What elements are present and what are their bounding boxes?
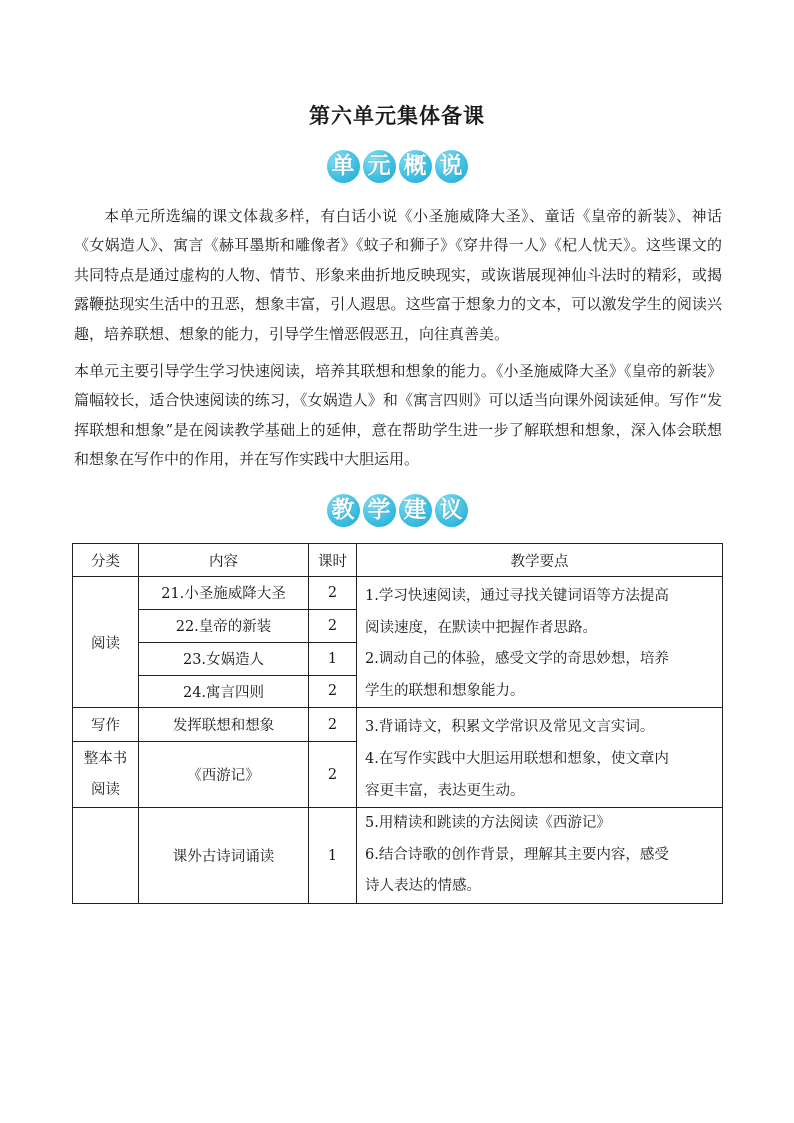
heading-char: 学: [363, 494, 396, 527]
content-cell: 24.寓言四则: [139, 675, 309, 708]
points-cell-writing: [357, 708, 723, 808]
heading-char: 议: [435, 494, 468, 527]
table-row: [73, 808, 723, 904]
teaching-point: 2.调动自己的体验，感受文学的奇思妙想，培养: [365, 651, 669, 668]
content-cell: 《西游记》: [139, 741, 309, 807]
hours-cell: 2: [309, 741, 357, 807]
heading-char: 教: [327, 494, 360, 527]
hours-cell: 2: [309, 708, 357, 742]
category-line: 阅读: [91, 781, 120, 798]
teaching-point: 3.背诵诗文，积累文学常识及常见文言实词。: [365, 719, 655, 736]
teaching-point: 1.学习快速阅读，通过寻找关键词语等方法提高: [365, 588, 669, 604]
teaching-point: 6.结合诗歌的创作背景，理解其主要内容，感受: [365, 846, 669, 863]
section-heading-unit-overview: [0, 150, 794, 183]
category-reading: 阅读: [73, 577, 139, 708]
category-whole-book: [73, 741, 139, 807]
content-cell: 22.皇帝的新装: [139, 609, 309, 642]
teaching-point: 诗人表达的情感。: [365, 878, 481, 895]
hours-cell: 1: [309, 808, 357, 904]
section-heading-teaching-suggestions: [0, 494, 794, 527]
heading-char: 单: [327, 150, 360, 183]
teaching-point: 学生的联想和想象能力。: [365, 682, 525, 699]
table-row: [73, 708, 723, 742]
heading-char: 建: [399, 494, 432, 527]
heading-char: 概: [399, 150, 432, 183]
header-hours: 课时: [309, 544, 357, 577]
header-category: 分类: [73, 544, 139, 577]
teaching-plan-table: [72, 543, 723, 904]
heading-char: 说: [435, 150, 468, 183]
header-content: 内容: [139, 544, 309, 577]
hours-cell: 2: [309, 675, 357, 708]
hours-cell: 2: [309, 609, 357, 642]
teaching-point: 容更丰富，表达更生动。: [365, 782, 525, 799]
table-row: [73, 577, 723, 610]
category-line: 整本书: [83, 750, 128, 767]
content-cell: 21.小圣施威降大圣: [139, 577, 309, 610]
overview-paragraph-2: 本单元主要引导学生学习快速阅读，培养其联想和想象的能力。《小圣施威降大圣》《皇帝的新装》篇幅较长，适合快速阅读的练习，《女娲造人》和《寓言四则》可以适当向课外阅读延伸。写作“发挥联想和想象”是在阅读教学基础上的延伸，意在帮助学生进一步了解联想和想象，深入体会联想和想象在写作中的作用，并在写作实践中大胆运用。: [74, 362, 722, 469]
header-points: 教学要点: [357, 544, 723, 577]
hours-cell: 2: [309, 577, 357, 610]
points-cell-reading: [357, 577, 723, 708]
teaching-point: 5.用精读和跳读的方法阅读《西游记》: [365, 815, 611, 832]
teaching-point: 4.在写作实践中大胆运用联想和想象，使文章内: [365, 750, 669, 767]
teaching-point: 阅读速度，在默读中把握作者思路。: [365, 619, 597, 636]
content-cell: 23.女娲造人: [139, 642, 309, 675]
page-title: 第六单元集体备课: [309, 104, 485, 128]
overview-paragraph-1: 本单元所选编的课文体裁多样，有白话小说《小圣施威降大圣》、童话《皇帝的新装》、神话《女娲造人》、寓言《赫耳墨斯和雕像者》《蚊子和狮子》《穿井得一人》《杞人忧天》。这些课文的共同特点是通过虚构的人物、情节、形象来曲折地反映现实，或诙谐展现神仙斗法时的精彩，或揭露鞭挞现实生活中的丑恶，想象丰富，引人遐思。这些富于想象力的文本，可以激发学生的阅读兴趣，培养联想、想象的能力，引导学生憎恶假恶丑，向往真善美。: [74, 207, 722, 343]
points-cell-poetry: [357, 808, 723, 904]
content-cell: 发挥联想和想象: [139, 708, 309, 742]
content-cell: 课外古诗词诵读: [139, 808, 309, 904]
hours-cell: 1: [309, 642, 357, 675]
table-header-row: [73, 544, 723, 577]
heading-char: 元: [363, 150, 396, 183]
category-writing: 写作: [73, 708, 139, 742]
category-poetry: [73, 808, 139, 904]
